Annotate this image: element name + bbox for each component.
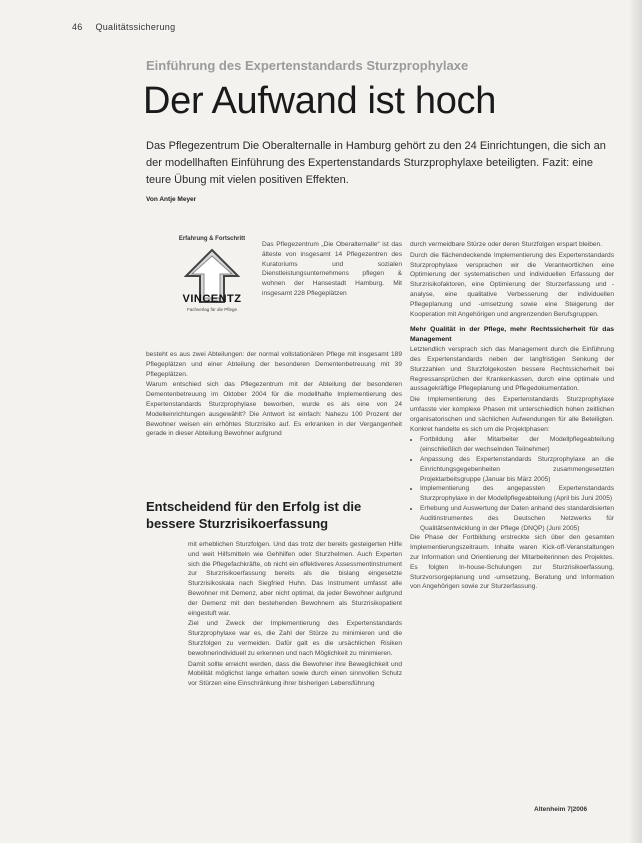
article-headline: Der Aufwand ist hoch <box>143 80 497 122</box>
article-lead: Das Pflegezentrum Die Oberalternalle in Hamburg gehört zu den 24 Einrichtungen, die sich an der modellhaften Einführung des Expertenstandards Sturzprophylaxe beteiligten. Fazit: eine teure Übung mit vielen positiven Effekten. <box>146 140 606 186</box>
paragraph: Die Implementierung des Expertenstandards Sturzprophylaxe umfasste vier komplexe Phasen mit unterschiedlich hohen zeitlichen organisatorischen und sächlichen Aufwendungen für alle Beteiligten. Konkret handelte es sich um die Projektphasen: <box>410 396 614 433</box>
list-item: • Anpassung des Expertenstandards Sturzprophylaxe an die Einrichtungsgegebenheiten zusammengesetzten Projektarbeitsgruppe (Januar bis März 2005) <box>420 455 614 484</box>
column-1-top <box>262 240 402 300</box>
column-1-middle <box>146 350 402 440</box>
column-1-bottom <box>188 540 402 690</box>
paragraph: Letztendlich versprach sich das Management durch die Einführung des Expertenstandards neben der langfristigen Senkung der Sturzzahlen und Sturzfolgekosten bessere Rechtssicherheit bei Regressansprüchen der Krankenkassen, durch eine optimale und aussagekräftige Pflegeplanung und Pflegedokumentation. <box>410 346 614 393</box>
logo-arc-text: Erfahrung & Fortschritt <box>178 236 246 242</box>
paragraph: durch vermeidbare Stürze oder deren Sturzfolgen erspart bleiben. <box>410 241 603 248</box>
paragraph: mit erheblichen Sturzfolgen. Und das trotz der bereits gesteigerten Hilfe und weit Hilfsmitteln wie Gehhilfen oder Sturzhelmen. Auch Experten sich die Pflegefachkräfte, ob nicht ein effektiveres Assessmentinstrument zur Sturzrisikoerfassung bereits als die bislang eingesetzte Sturzrisikoskala nach Siegfried Huhn. Das Instrument umfasst alle Bewohner mit Demenz, aber nicht optimal, da jeder Bewohner aufgrund der Demenz mit den bestehenden Bewohnern als Sturzrisikopatient eingestuft war. <box>188 541 402 617</box>
list-item: • Fortbildung aller Mitarbeiter der Modellpflegeabteilung (einschließlich der wechselnden Teilnehmer) <box>420 435 614 455</box>
logo-brand: VINCENTZ <box>182 293 242 305</box>
paragraph: besteht es aus zwei Abteilungen: der normal vollstationären Pflege mit insgesamt 189 Pflegeplätzen und einer Abteilung der besonderen Dementenbetreuung mit 39 Pflegeplätzen. <box>146 351 402 378</box>
page-footer: Altenheim 7|2006 <box>534 806 588 813</box>
section-heading: Entscheidend für den Erfolg ist die bessere Sturzrisikoerfassung <box>146 499 362 531</box>
byline: Von Antje Meyer <box>146 196 197 203</box>
logo-subtitle: Fachverlag für die Pflege <box>186 307 238 312</box>
list-item: • Implementierung des angepassten Expertenstandards Sturzprophylaxe in der Modellpflegeabteilung (April bis Juni 2005) <box>420 484 614 504</box>
running-head <box>72 22 175 32</box>
phase-list <box>410 435 614 533</box>
list-item: • Erhebung und Auswertung der Daten anhand des standardisierten Auditinstrumentes des Deutschen Netzwerks für Qualitätsentwicklung in der Pflege (DNQP) (Juni 2005) <box>420 504 614 533</box>
paragraph: Die Phase der Fortbildung erstreckte sich über den gesamten Implementierungszeitraum. Inhalte waren Kick-off-Veranstaltungen zur Information und Orientierung der Mitarbeiterinnen des Projektes. Es folgten In-house-Schulungen zur Sturzrisikoerfassung, Sturzvorsorgeplanung und -umsetzung, Beratung und Information von Angehörigen sowie zur Sturzerfassung. <box>410 534 614 591</box>
paragraph: Ziel und Zweck der Implementierung des Expertenstandards Sturzprophylaxe war es, die Zahl der Stürze zu minimieren und die Sturzfolgen zu vermeiden. Dafür galt es die ursächlichen Risiken bewohnerindividuell zu erkennen und nach Möglichkeit zu minimieren. <box>188 620 402 657</box>
paragraph: Damit sollte erreicht werden, dass die Bewohner ihre Beweglichkeit und Mobilität möglichst lange erhalten sowie durch einen sinnvollen Schutz vor Stürzen eine Einschränkung ihrer bisherigen Lebensführung <box>188 660 402 688</box>
paragraph: Das Pflegezentrum „Die Oberalternalle“ ist das älteste von insgesamt 14 Pflegezentren des Kuratoriums und sozialen Dienstleistungsunternehmens pflegen & wohnen der Hansestadt Hamburg. Mit insgesamt 228 Pflegeplätzen <box>262 241 402 297</box>
section-name: Qualitätssicherung <box>95 22 176 32</box>
publisher-logo <box>168 236 256 322</box>
kicker: Einführung des Expertenstandards Sturzprophylaxe <box>146 58 469 73</box>
paragraph: Warum entschied sich das Pflegezentrum mit der Abteilung der besonderen Dementenbetreuung im Oktober 2004 für die modellhafte Implementierung des Expertenstandards Sturzprophylaxe beworben, wurde es als eine von 24 Modelleinrichtungen ausgewählt? Die Antwort ist einfach: Nahezu 100 Prozent der Bewohner weisen ein erhöhtes Sturzrisiko auf. Es erkranken in der Vergangenheit gerade in dieser Abteilung Bewohner aufgrund <box>146 381 402 438</box>
page-edge-shadow <box>628 0 642 843</box>
subheading: Mehr Qualität in der Pflege, mehr Rechtssicherheit für das Management <box>410 326 614 343</box>
page-number: 46 <box>72 22 83 32</box>
paragraph: Durch die flächendeckende Implementierung des Expertenstandards Sturzprophylaxe versprachen wir die Verantwortlichen eine Optimierung der systematischen und individuellen Erfassung der Sturzrisikofaktoren, eine Optimierung der Sturzerfassung und -analyse, eine qualitative Verbesserung der individuellen Pflegeplanung und -umsetzung sowie eine Steigerung der Kooperation mit Angehörigen und angrenzenden Berufsgruppen. <box>410 251 614 318</box>
column-2 <box>410 240 614 593</box>
